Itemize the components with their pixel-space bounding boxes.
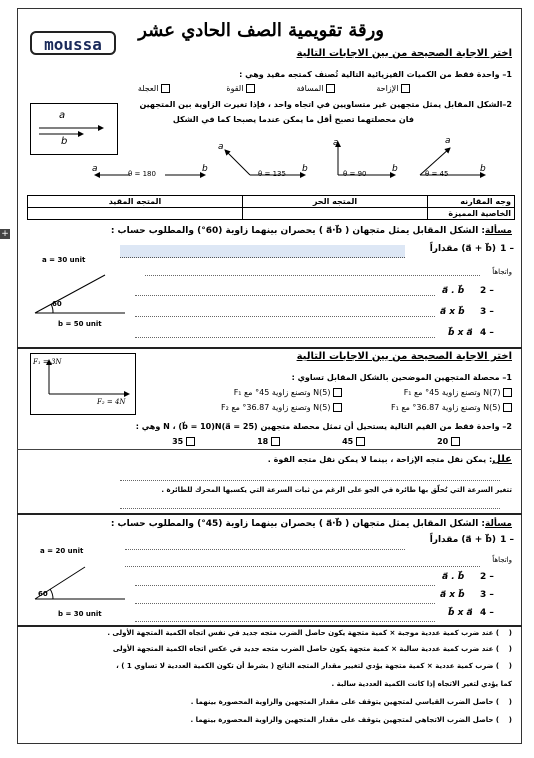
item-num: 3 – bbox=[480, 307, 494, 317]
fig-angle-label: 60 bbox=[52, 300, 62, 308]
table-header-cell: وجه المقارنه bbox=[428, 196, 515, 208]
angle-45-label: θ = 45 bbox=[425, 170, 449, 178]
vec-b-label: b bbox=[302, 164, 308, 174]
divider bbox=[17, 513, 522, 515]
answer-field[interactable] bbox=[135, 316, 435, 317]
f1-label: F₁ = 3N bbox=[33, 358, 62, 366]
divider bbox=[17, 449, 522, 450]
fig-b-label: b = 30 unit bbox=[58, 610, 102, 618]
fig-b-label: b = 50 unit bbox=[58, 320, 102, 328]
vec-a-label: a bbox=[445, 136, 451, 146]
checkbox[interactable] bbox=[401, 84, 410, 93]
page-title: ورقة تقويمية الصف الحادي عشر bbox=[138, 20, 384, 41]
answer-field[interactable] bbox=[135, 295, 435, 296]
table-header-cell: المتجه المقيد bbox=[28, 196, 243, 208]
tf-item: ( ) حاصل الضرب القياسي لمتجهين يتوقف على مقدار المتجهين والزاوية المحصورة بينهما . bbox=[190, 698, 512, 706]
item-num: 4 – bbox=[480, 608, 494, 618]
vec-b-label: b bbox=[392, 164, 398, 174]
item-expr: a⃗ x b⃗ bbox=[440, 590, 465, 600]
answer-field[interactable] bbox=[135, 337, 435, 338]
answer-paren[interactable]: ( ) bbox=[495, 645, 512, 653]
answer-field[interactable] bbox=[125, 549, 405, 550]
checkbox[interactable] bbox=[503, 403, 512, 412]
checkbox[interactable] bbox=[333, 403, 342, 412]
item-num: 2 – bbox=[480, 572, 494, 582]
brand-logo: moussa bbox=[30, 31, 116, 55]
checkbox[interactable] bbox=[503, 388, 512, 397]
table-row-label: الخاصية المميزة bbox=[428, 208, 515, 220]
tf-item: ( ) عند ضرب كمية عددية سالبة × كمية متجهة يكون حاصل الضرب متجه جديد في عكس اتجاه الكمية المتجهة الأولى bbox=[112, 645, 512, 653]
answer-paren[interactable]: ( ) bbox=[495, 629, 512, 637]
tf-continuation: كما يؤدي لتغير الاتجاه إذا كانت الكمية العددية سالبة . bbox=[331, 680, 512, 688]
answer-field[interactable] bbox=[135, 585, 435, 586]
item-expr: a⃗ . b⃗ bbox=[442, 572, 465, 582]
answer-field[interactable] bbox=[135, 621, 435, 622]
direction-label: واتجاهاً bbox=[492, 556, 512, 564]
item-num: 2 – bbox=[480, 286, 494, 296]
s2-q2: 2– واحدة فقط من القيم التالية يستحيل أن تمثل محصلة متجهين (a⃗ = 25)N ، (b⃗ = 10)N وهي : bbox=[135, 422, 512, 431]
item-1-num: 1 – bbox=[500, 535, 514, 545]
answer-field[interactable] bbox=[120, 508, 500, 509]
comparison-table bbox=[27, 195, 515, 220]
checkbox[interactable] bbox=[326, 84, 335, 93]
checkbox[interactable] bbox=[246, 84, 255, 93]
fig-angle-label: 60 bbox=[38, 590, 48, 598]
q1-text: 1– واحدة فقط من الكميات الفيزيائية التالية تُصنف كمتجه مقيد وهي : bbox=[239, 70, 512, 79]
s2-q1-options: N(7) وتصنع زاوية 45° مع F₁ N(5) وتصنع زاوية 45° مع F₁ N(5) وتصنع زاوية 36.87° مع F₁ N(5) وتصنع زاوية 36.87° مع F₂ bbox=[132, 388, 512, 418]
table-header-cell: المتجه الحر bbox=[242, 196, 427, 208]
answer-field[interactable] bbox=[145, 275, 480, 276]
answer-paren[interactable]: ( ) bbox=[495, 716, 512, 724]
vec-b-label: b bbox=[202, 164, 208, 174]
fig-a-label: a = 20 unit bbox=[40, 547, 84, 555]
divider bbox=[17, 625, 522, 627]
problem-1-statement: مسألة: الشكل المقابل يمثل متجهان ( a⃗·b⃗ ) يحصران بينهما زاوية (60°) والمطلوب حساب : bbox=[110, 226, 512, 236]
f2-label: F₂ = 4N bbox=[97, 398, 126, 406]
vec-a-label: a bbox=[92, 164, 98, 174]
s2-q1: 1– محصلة المتجهين الموضحين بالشكل المقابل تساوي : bbox=[291, 373, 512, 382]
problem-1-figure bbox=[25, 255, 135, 325]
vec-a-label: a bbox=[333, 138, 339, 148]
item-expr: a⃗ . b⃗ bbox=[442, 286, 465, 296]
explain-q1: علل: يمكن نقل متجه الإزاحة ، بينما لا يمكن نقل متجه القوة . bbox=[267, 454, 512, 465]
checkbox[interactable] bbox=[186, 437, 195, 446]
q1-options: الإزاحة المسافة القوة العجلة bbox=[110, 84, 410, 96]
item-expr: a⃗ x b⃗ bbox=[440, 307, 465, 317]
answer-paren[interactable]: ( ) bbox=[495, 698, 512, 706]
angle-90-label: θ = 90 bbox=[343, 170, 367, 178]
item-1-expr: (a⃗ + b⃗) مقداراً bbox=[429, 535, 496, 545]
angle-135-label: θ = 135 bbox=[258, 170, 286, 178]
checkbox[interactable] bbox=[333, 388, 342, 397]
item-expr: b⃗ x a⃗ bbox=[448, 328, 473, 338]
explain-q2: تتغير السرعة التي تُحلّق بها طائرة في الجو على الرغم من ثبات السرعة التي يكسبها المحرك للطائرة . bbox=[161, 486, 512, 494]
tf-item: ( ) ضرب كمية عددية × كمية متجهة يؤدي لتغيير مقدار المتجه الناتج ( بشرط أن تكون الكمية العددية لا تساوي 1 ) ، bbox=[116, 662, 512, 670]
answer-field[interactable] bbox=[120, 245, 405, 258]
answer-field[interactable] bbox=[125, 566, 480, 567]
item-expr: b⃗ x a⃗ bbox=[448, 608, 473, 618]
answer-cell[interactable] bbox=[242, 208, 427, 220]
answer-paren[interactable]: ( ) bbox=[495, 662, 512, 670]
checkbox[interactable] bbox=[451, 437, 460, 446]
item-num: 3 – bbox=[480, 590, 494, 600]
vec-a-label: a bbox=[59, 110, 66, 121]
table-row bbox=[28, 208, 515, 220]
section-2-heading: اختر الاجابة الصحيحة من بين الاجابات التالية bbox=[296, 351, 512, 362]
table-row bbox=[28, 196, 515, 208]
angle-180-label: θ = 180 bbox=[128, 170, 156, 178]
checkbox[interactable] bbox=[271, 437, 280, 446]
forces-figure bbox=[30, 353, 136, 415]
q2-line2: فان محصلتهما تصبح أقل ما يمكن عندما يصبحا كما في الشكل bbox=[172, 115, 414, 124]
item-1-num: 1 – bbox=[500, 244, 514, 254]
direction-label: واتجاهاً bbox=[492, 268, 512, 276]
problem-2-statement: مسألة: الشكل المقابل يمثل متجهان ( a⃗·b⃗ ) يحصران بينهما زاوية (45°) والمطلوب حساب : bbox=[110, 519, 512, 529]
add-icon[interactable]: + bbox=[1, 229, 9, 239]
vec-b-label: b bbox=[61, 136, 68, 147]
tf-item: ( ) حاصل الضرب الاتجاهي لمتجهين يتوقف على مقدار المتجهين والزاوية المحصورة بينهما . bbox=[190, 716, 512, 724]
checkbox[interactable] bbox=[161, 84, 170, 93]
tf-item: ( ) عند ضرب كمية عددية موجبة × كمية متجهة يكون حاصل الضرب متجه جديد في نفس اتجاه الكمية المتجهة الأولى . bbox=[107, 629, 512, 637]
item-num: 4 – bbox=[480, 328, 494, 338]
checkbox[interactable] bbox=[356, 437, 365, 446]
q2-line1: 2–الشكل المقابل يمثل متجهين غير متساويين في اتجاه واحد ، فإذا تغيرت الزاوية بين المتجهين bbox=[139, 100, 512, 109]
fig-a-label: a = 30 unit bbox=[42, 256, 86, 264]
section-1-heading: اختر الاجابة الصحيحة من بين الاجابات التالية bbox=[296, 48, 512, 59]
item-1-expr: (a⃗ + b⃗) مقداراً bbox=[429, 244, 496, 254]
divider bbox=[17, 347, 522, 349]
vec-b-label: b bbox=[480, 164, 486, 174]
s2-q2-options: 20 45 18 35 bbox=[160, 437, 460, 449]
answer-field[interactable] bbox=[135, 603, 435, 604]
answer-field[interactable] bbox=[120, 480, 500, 481]
answer-cell[interactable] bbox=[28, 208, 243, 220]
vec-a-label: a bbox=[218, 142, 224, 152]
